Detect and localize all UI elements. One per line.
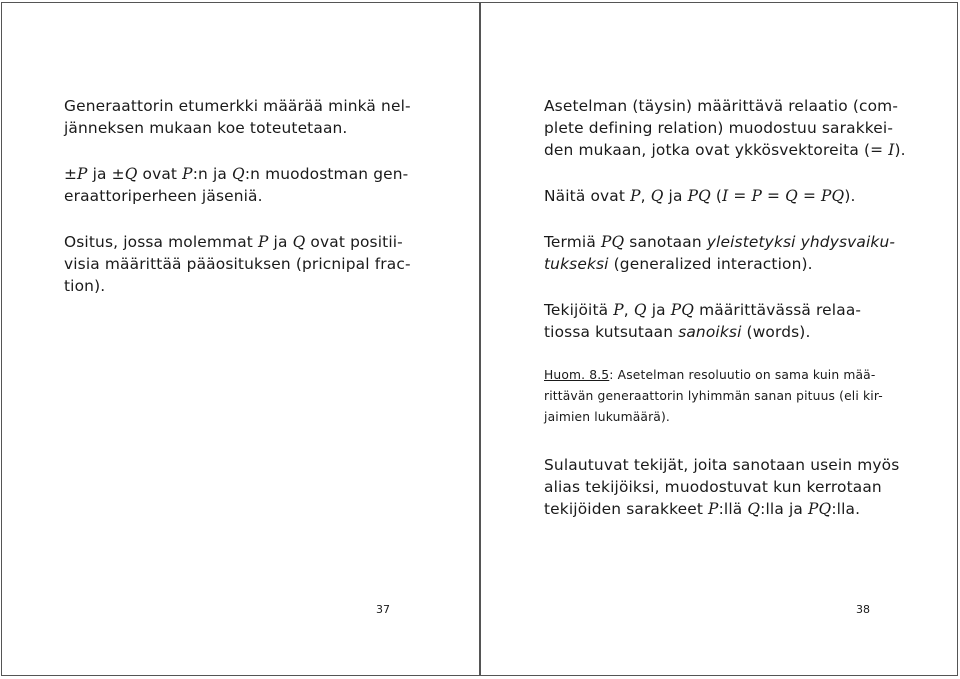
- text: : Asetelman resoluutio on sama kuin mää-: [609, 368, 876, 382]
- text: ovat: [137, 165, 183, 183]
- right-p3-line-1: [544, 231, 898, 253]
- right-p3-line-2: [544, 253, 898, 275]
- math-symbol: =: [797, 187, 822, 205]
- math-symbol: P: [258, 233, 269, 251]
- text: Näitä ovat: [544, 187, 631, 205]
- right-paragraph-5: [544, 454, 898, 520]
- text: Tekijöitä: [544, 301, 614, 319]
- math-symbol: Q: [124, 165, 138, 183]
- text: ,: [640, 187, 651, 205]
- left-paragraph-1: [64, 95, 416, 139]
- text: ja: [663, 187, 688, 205]
- math-symbol: =: [870, 141, 884, 159]
- math-symbol: P: [613, 301, 624, 319]
- left-p2-line-2: eraattoriperheen jäseniä.: [64, 187, 263, 205]
- math-symbol: P: [751, 187, 762, 205]
- note-paragraph: [544, 365, 898, 428]
- math-symbol: Q: [232, 165, 245, 183]
- right-p4-line-2: [544, 321, 898, 343]
- text: ).: [894, 141, 906, 159]
- left-p3-line-2: visia määrittää pääosituksen (pricnipal frac-: [64, 255, 411, 273]
- left-p3-line-1: [64, 231, 416, 253]
- left-p1-line-2: jänneksen mukaan koe toteutetaan.: [64, 119, 348, 137]
- text: määrittävässä relaa-: [694, 301, 862, 319]
- text: :llä: [718, 500, 748, 518]
- left-p3-line-3: tion).: [64, 277, 106, 295]
- right-p4-line-1: [544, 299, 898, 321]
- right-p2-line-1: [544, 185, 898, 207]
- math-symbol: =: [761, 187, 786, 205]
- text: :n muodostman gen-: [244, 165, 409, 183]
- math-symbol: P: [182, 165, 193, 183]
- right-p1-line-3: [544, 139, 906, 161]
- text: (generalized interaction).: [608, 255, 813, 273]
- text: (words).: [741, 323, 811, 341]
- note-line-1: [544, 365, 898, 386]
- text: :lla ja: [760, 500, 809, 518]
- math-symbol: Q: [785, 187, 798, 205]
- right-p5-line-2: alias tekijöiksi, muodostuvat kun kerrotaan: [544, 478, 882, 496]
- right-paragraph-1: [544, 95, 906, 161]
- text: Ositus, jossa molemmat: [64, 233, 258, 251]
- text: ,: [623, 301, 634, 319]
- math-symbol: Q: [650, 187, 664, 205]
- left-paragraph-2: [64, 163, 416, 207]
- text: tiossa kutsutaan: [544, 323, 679, 341]
- math-symbol: PQ: [670, 301, 695, 319]
- note-label-link[interactable]: Huom. 8.5: [544, 368, 610, 382]
- right-paragraph-2: [544, 185, 898, 207]
- math-symbol: Q: [747, 500, 761, 518]
- right-paragraph-3: [544, 231, 898, 275]
- text: sanotaan: [624, 233, 707, 251]
- right-p1-line-2: plete defining relation) muodostuu sarakkei-: [544, 119, 894, 137]
- math-symbol: P: [708, 500, 719, 518]
- text: :n ja: [192, 165, 233, 183]
- note-line-2: rittävän generaattorin lyhimmän sanan pituus (eli kir-: [544, 389, 883, 403]
- term-italic: tukseksi: [544, 255, 609, 273]
- math-symbol: P: [630, 187, 641, 205]
- text: den mukaan, jotka ovat ykkösvektoreita (: [544, 141, 871, 159]
- text: ±: [64, 165, 78, 183]
- math-symbol: P: [77, 165, 88, 183]
- text: ).: [844, 187, 856, 205]
- math-symbol: Q: [633, 301, 647, 319]
- math-symbol: I: [722, 187, 729, 205]
- page-number-right: 38: [856, 603, 870, 616]
- math-symbol: PQ: [821, 187, 845, 205]
- text: tekijöiden sarakkeet: [544, 500, 709, 518]
- math-symbol: PQ: [808, 500, 832, 518]
- math-symbol: I: [888, 141, 895, 159]
- text: ja: [268, 233, 293, 251]
- page-number-left: 37: [376, 603, 390, 616]
- right-p1-line-1: Asetelman (täysin) määrittävä relaatio (com-: [544, 97, 899, 115]
- text: ovat positii-: [305, 233, 403, 251]
- term-italic: sanoiksi: [678, 323, 742, 341]
- right-p5-line-3: [544, 498, 898, 520]
- right-paragraph-4: [544, 299, 898, 343]
- math-symbol: =: [728, 187, 752, 205]
- text: (: [710, 187, 723, 205]
- text: ja ±: [87, 165, 125, 183]
- left-paragraph-3: [64, 231, 416, 297]
- left-p1-line-1: Generaattorin etumerkki määrää minkä nel-: [64, 97, 411, 115]
- text: Termiä: [544, 233, 601, 251]
- note-line-3: jaimien lukumäärä).: [544, 410, 670, 424]
- text: :lla.: [831, 500, 861, 518]
- right-p5-line-1: Sulautuvat tekijät, joita sanotaan usein myös: [544, 456, 900, 474]
- math-symbol: Q: [292, 233, 306, 251]
- left-p2-line-1: [64, 163, 416, 185]
- text: ja: [646, 301, 671, 319]
- term-italic: yleistetyksi yhdysvaiku-: [706, 233, 896, 251]
- math-symbol: PQ: [600, 233, 625, 251]
- math-symbol: PQ: [687, 187, 711, 205]
